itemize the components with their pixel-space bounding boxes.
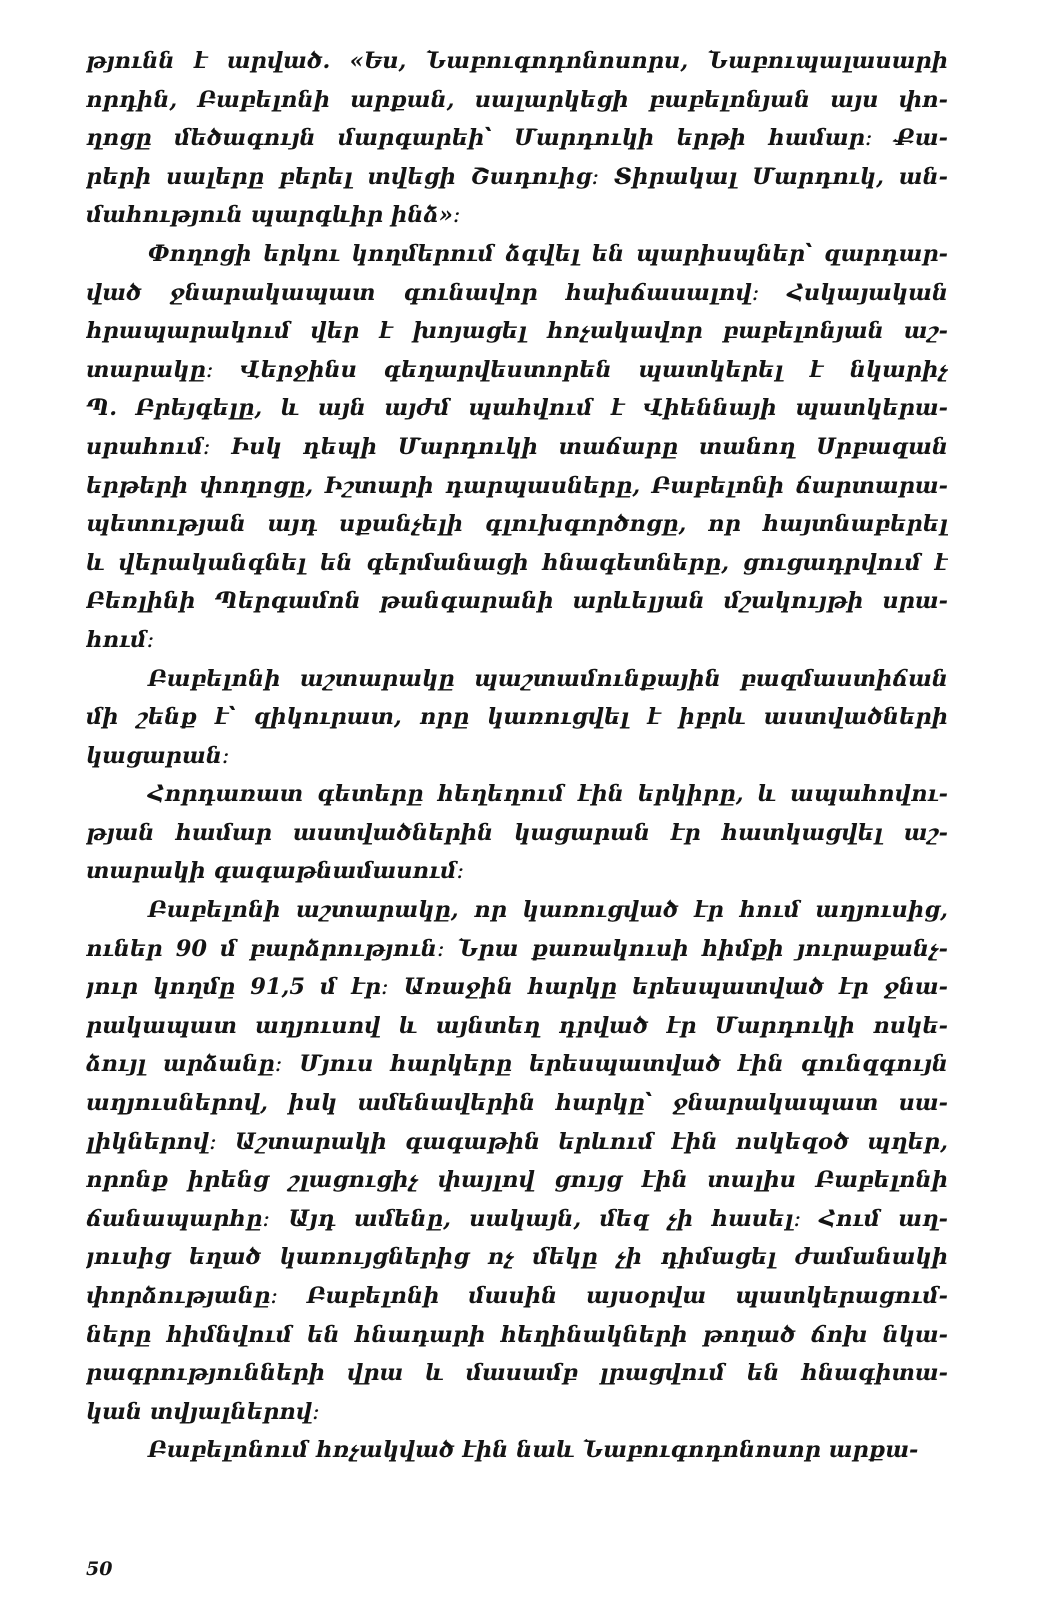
text-line: պետության այդ սքանչելի գլուխգործոցը, որ հայտնաբերել bbox=[86, 511, 948, 538]
text-line: ճանապարհը։ Այդ ամենը, սակայն, մեզ չի հասել։ Հում աղ- bbox=[86, 1205, 948, 1232]
text-line: րագրությունների վրա և մասամբ լրացվում են հնագիտա- bbox=[86, 1360, 948, 1387]
text-line: ված ջնարակապատ գունավոր հախճասալով։ Հսկայական bbox=[86, 279, 948, 306]
text-line: Բաբելոնում հռչակված էին նաև Նաբուգոդոնոսոր արքա- bbox=[148, 1437, 919, 1464]
text-line: թյան համար աստվածներին կացարան էր հատկացվել աշ- bbox=[86, 819, 948, 846]
paragraph bbox=[86, 775, 948, 891]
text-line: ղոցը մեծագույն մարգարեի՝ Մարդուկի երթի համար։ Քա- bbox=[86, 125, 948, 152]
text-line: Պ. Բրեյգելը, և այն այժմ պահվում է Վիեննայի պատկերա- bbox=[86, 395, 948, 422]
paragraph bbox=[86, 1431, 948, 1470]
text-line: հում։ bbox=[86, 626, 155, 653]
text-line: սրահում։ Իսկ դեպի Մարդուկի տաճարը տանող Սրբազան bbox=[86, 433, 948, 460]
text-line: Բեռլինի Պերգամոն թանգարանի արևելյան մշակույթի սրա- bbox=[86, 588, 948, 615]
text-line: Փողոցի երկու կողմերում ձգվել են պարիսպներ՝ զարդար- bbox=[148, 240, 948, 267]
text-line: Բաբելոնի աշտարակը պաշտամունքային բազմաստիճան bbox=[148, 665, 948, 692]
text-line: Հորդառատ գետերը հեղեղում էին երկիրը, և ապահովու- bbox=[148, 781, 948, 808]
text-line: լիկներով։ Աշտարակի գագաթին երևում էին ոսկեզօծ պղեր, bbox=[86, 1128, 948, 1155]
text-line: և վերականգնել են գերմանացի հնագետները, ցուցադրվում է bbox=[86, 549, 948, 576]
text-line: հրապարակում վեր է խոյացել հոչակավոր բաբելոնյան աշ- bbox=[86, 318, 948, 345]
text-line: որոնք իրենց շլացուցիչ փայլով ցույց էին տալիս Բաբելոնի bbox=[86, 1167, 948, 1194]
text-line: փորձությանը։ Բաբելոնի մասին այսօրվա պատկերացում- bbox=[86, 1283, 948, 1309]
text-line: յուսից եղած կառույցներից ոչ մեկը չի դիմացել ժամանակի bbox=[86, 1244, 948, 1271]
text-line: մահություն պարգևիր ինձ»։ bbox=[86, 202, 461, 229]
text-line: րերի սալերը բերել տվեցի Շադուից։ Տիրակալ Մարդուկ, ան- bbox=[86, 163, 948, 190]
text-line: րակապատ աղյուսով և այնտեղ դրված էր Մարդուկի ոսկե- bbox=[86, 1012, 948, 1039]
paragraph bbox=[86, 660, 948, 776]
text-line: կացարան։ bbox=[86, 742, 230, 769]
text-line: յուր կողմը 91,5 մ էր։ Առաջին հարկը երեսպատված էր ջնա- bbox=[86, 974, 948, 1001]
text-line: թյունն է արված. «Ես, Նաբուգոդոնոսորս, Նաբուպալասարի bbox=[86, 48, 948, 74]
text-line: ձույլ արձանը։ Մյուս հարկերը երեսպատված էին գունզգույն bbox=[86, 1051, 948, 1078]
text-line: որդին, Բաբելոնի արքան, սալարկեցի բաբելոնյան այս փո- bbox=[86, 86, 948, 113]
paragraph bbox=[86, 235, 948, 660]
text-line: երթերի փողոցը, Իշտարի դարպասները, Բաբելոնի ճարտարա- bbox=[86, 472, 948, 499]
text-line: կան տվյալներով։ bbox=[86, 1398, 320, 1425]
text-line: տարակի գագաթնամասում։ bbox=[86, 858, 465, 885]
text-line: մի շենք է՝ զիկուրատ, որը կառուցվել է իբրև աստվածների bbox=[86, 704, 948, 731]
paragraph bbox=[86, 891, 948, 1431]
text-line: Բաբելոնի աշտարակը, որ կառուցված էր հում աղյուսից, bbox=[148, 897, 948, 924]
paragraph bbox=[86, 42, 948, 235]
page-number: 50 bbox=[86, 1558, 113, 1580]
text-line: աղյուսներով, իսկ ամենավերին հարկը՝ ջնարակապատ սա- bbox=[86, 1090, 948, 1117]
text-line: տարակը։ Վերջինս գեղարվեստորեն պատկերել է նկարիչ bbox=[86, 356, 948, 383]
text-line: ները հիմնվում են հնադարի հեղինակների թողած ճոխ նկա- bbox=[86, 1321, 948, 1348]
book-page bbox=[86, 42, 948, 1542]
text-line: ուներ 90 մ բարձրություն։ Նրա քառակուսի հիմքի յուրաքանչ- bbox=[86, 935, 948, 962]
